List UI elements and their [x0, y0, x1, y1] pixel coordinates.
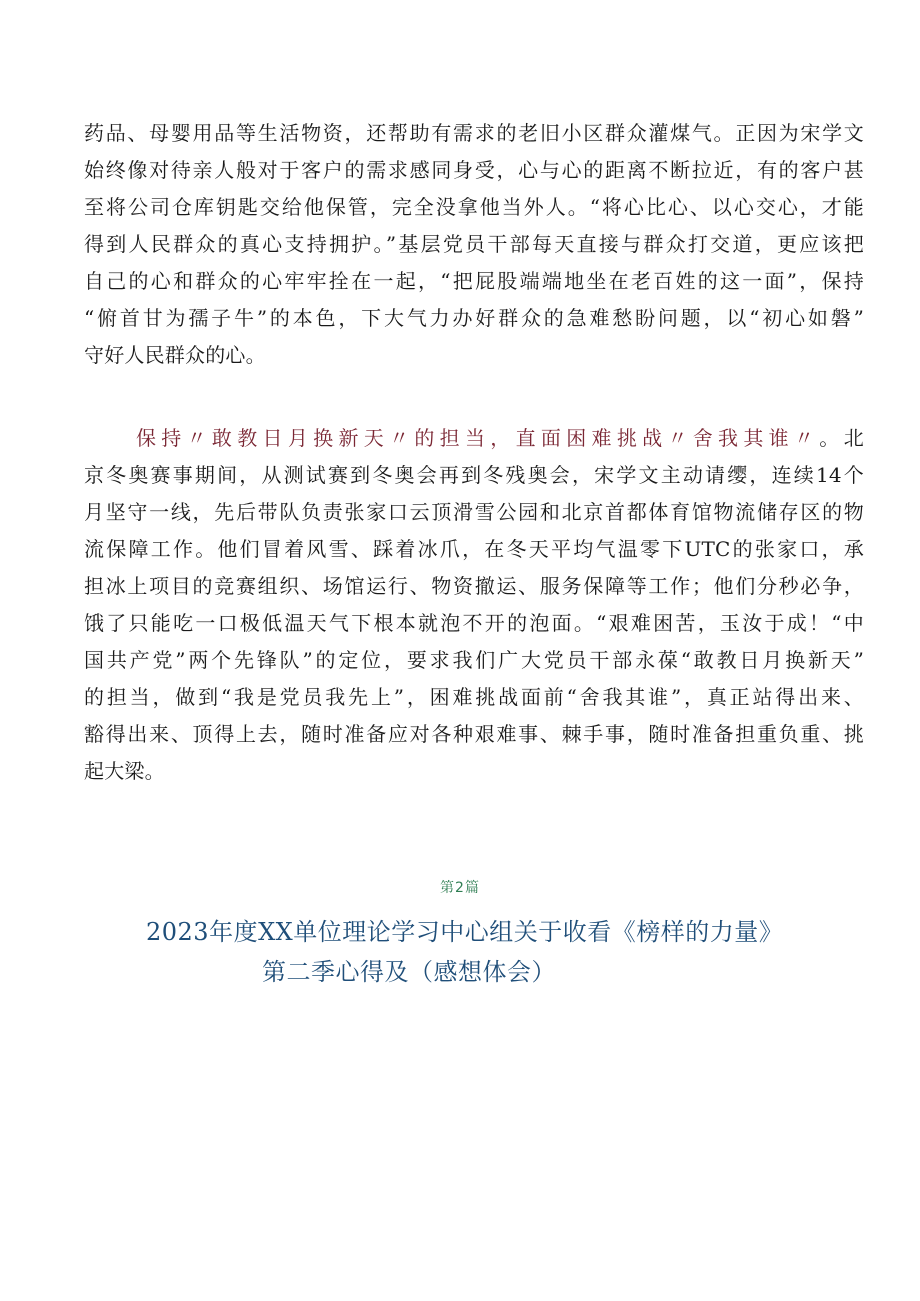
text-line: “俯首甘为孺子牛”的本色，下大气力办好群众的急难愁盼问题，以“初心如磐”: [84, 306, 864, 330]
text-line: 守好人民群众的心。: [84, 343, 266, 367]
text-line: 国共产党”两个先锋队”的定位，要求我们广大党员干部永葆“敢教日月换新天”: [84, 648, 864, 672]
section-label: 第2篇: [440, 880, 480, 896]
text-line: 的担当，做到“我是党员我先上”，困难挑战面前“舍我其谁”，真正站得出来、: [84, 685, 864, 709]
text-line: 流保障工作。他们冒着风雪、踩着冰爪，在冬天平均气温零下UTC的张家口，承: [84, 537, 864, 561]
text-line: 月坚守一线，先后带队负责张家口云顶滑雪公园和北京首都体育馆物流储存区的物: [84, 500, 864, 524]
paragraph-lead-rest: 。北: [819, 426, 864, 450]
text-line: 自己的心和群众的心牢牢拴在一起，“把屁股端端地坐在老百姓的这一面”，保持: [84, 269, 864, 293]
text-line: 起大梁。: [84, 759, 165, 783]
text-line: 担冰上项目的竞赛组织、场馆运行、物资撤运、服务保障等工作；他们分秒必争，: [84, 574, 864, 598]
paragraph-lead-line: [84, 420, 864, 457]
text-line: 药品、母婴用品等生活物资，还帮助有需求的老旧小区群众灌煤气。正因为宋学文: [84, 121, 864, 145]
text-line: 至将公司仓库钥匙交给他保管，完全没拿他当外人。“将心比心、以心交心，才能: [84, 195, 864, 219]
document-title-line-1: 2023年度XX单位理论学习中心组关于收看《榜样的力量》: [146, 918, 784, 946]
text-line: 京冬奥赛事期间，从测试赛到冬奥会再到冬残奥会，宋学文主动请缨，连续14个: [84, 463, 864, 487]
paragraph-1: [84, 115, 864, 374]
text-line: 饿了只能吃一口极低温天气下根本就泡不开的泡面。“艰难困苦，玉汝于成！“中: [84, 611, 864, 635]
text-line: 始终像对待亲人般对于客户的需求感同身受，心与心的距离不断拉近，有的客户甚: [84, 158, 864, 182]
text-line: 得到人民群众的真心支持拥护。”基层党员干部每天直接与群众打交道，更应该把: [84, 232, 864, 256]
document-title-line-2: 第二季心得及（感想体会）: [262, 958, 556, 986]
paragraph-2: [84, 420, 864, 790]
text-line: 豁得出来、顶得上去，随时准备应对各种艰难事、棘手事，随时准备担重负重、挑: [84, 722, 864, 746]
paragraph-lead-heading: 保持〃敢教日月换新天〃的担当，直面困难挑战〃舍我其谁〃: [136, 426, 820, 450]
